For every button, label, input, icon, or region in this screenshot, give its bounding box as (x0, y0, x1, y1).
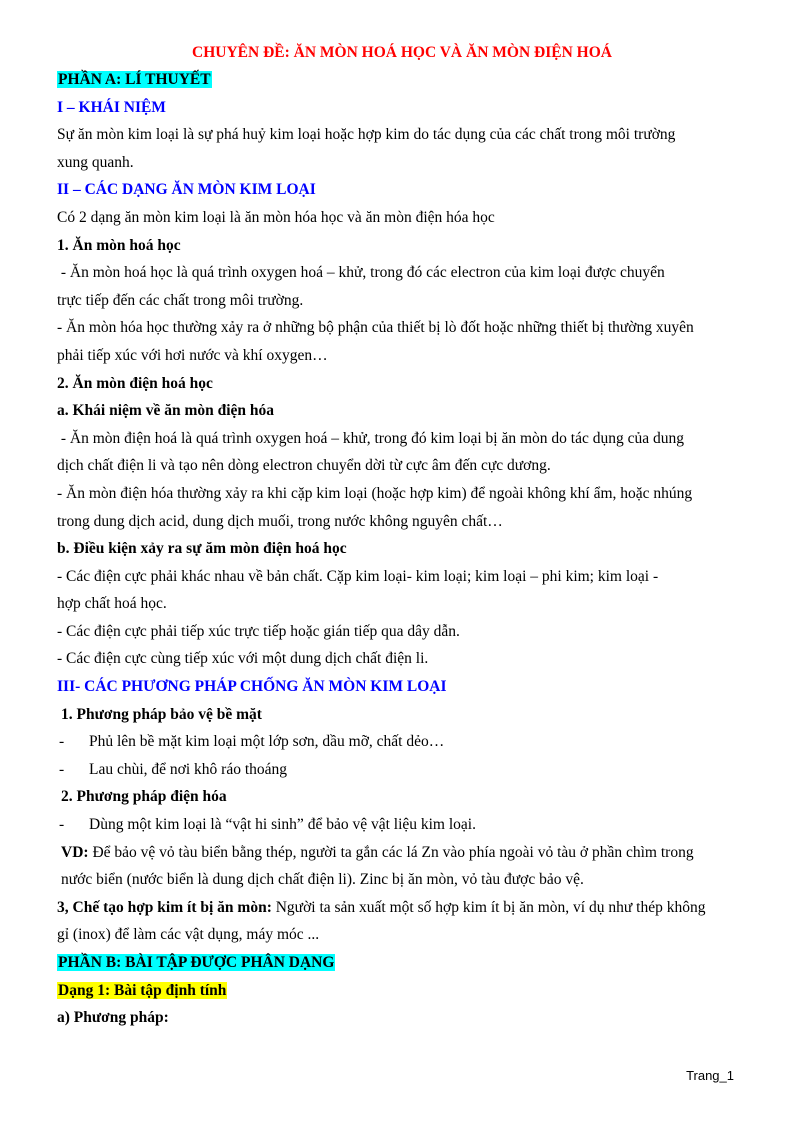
section-3-heading: III- CÁC PHƯƠNG PHÁP CHỐNG ĂN MÒN KIM LOẠI (57, 678, 447, 696)
subheading: a. Khái niệm về ăn mòn điện hóa (57, 402, 275, 420)
example-text: Để bảo vệ vỏ tàu biển bằng thép, người ta gắn các lá Zn vào phía ngoài vỏ tàu ở phần chìm trong (88, 843, 694, 861)
alloy-text: Người ta sản xuất một số hợp kim ít bị ăn mòn, ví dụ như thép không (271, 898, 706, 916)
paragraph: phải tiếp xúc với hơi nước và khí oxygen… (57, 346, 328, 364)
alloy-label: 3, Chế tạo hợp kim ít bị ăn mòn: (57, 898, 272, 916)
part-a-heading: PHẦN A: LÍ THUYẾT (58, 71, 211, 88)
subheading: 1. Phương pháp bảo vệ bề mặt (61, 705, 262, 723)
subheading: b. Điều kiện xảy ra sự ăm mòn điện hoá học (57, 540, 347, 558)
paragraph: hợp chất hoá học. (57, 595, 167, 613)
page-number: Trang_1 (686, 1068, 734, 1083)
list-item-text: Lau chùi, để nơi khô ráo thoáng (89, 760, 288, 778)
paragraph: - Ăn mòn điện hoá là quá trình oxygen hoá – khử, trong đó kim loại bị ăn mòn do tác dụng của dung (57, 429, 684, 447)
list-dash: - (59, 760, 65, 778)
list-item (57, 811, 747, 839)
list-item (57, 756, 747, 784)
document-page (57, 40, 747, 1032)
paragraph: gỉ (inox) để làm các vật dụng, máy móc ... (57, 926, 320, 944)
list-item (57, 728, 747, 756)
paragraph: - Các điện cực cùng tiếp xúc với một dung dịch chất điện li. (57, 650, 429, 668)
subheading: 2. Ăn mòn điện hoá học (57, 374, 213, 392)
subheading: 2. Phương pháp điện hóa (61, 788, 227, 806)
paragraph: - Các điện cực phải tiếp xúc trực tiếp hoặc gián tiếp qua dây dẫn. (57, 622, 460, 640)
method-heading: a) Phương pháp: (57, 1009, 169, 1027)
paragraph: trực tiếp đến các chất trong môi trường. (57, 291, 304, 309)
list-dash: - (59, 816, 65, 834)
paragraph: - Ăn mòn điện hóa thường xảy ra khi cặp kim loại (hoặc hợp kim) để ngoài không khí ẩm, hoặc nhúng (57, 484, 693, 502)
part-b-heading: PHẦN B: BÀI TẬP ĐƯỢC PHÂN DẠNG (58, 954, 335, 971)
paragraph: xung quanh. (57, 153, 134, 171)
paragraph: - Ăn mòn hóa học thường xảy ra ở những bộ phận của thiết bị lò đốt hoặc những thiết bị thường xuyên (57, 319, 694, 337)
alloy-paragraph (57, 894, 747, 922)
type-1-heading: Dạng 1: Bài tập định tính (58, 981, 227, 999)
section-1-heading: I – KHÁI NIỆM (57, 98, 166, 116)
list-item-text: Dùng một kim loại là “vật hi sinh” để bảo vệ vật liệu kim loại. (89, 816, 476, 834)
document-title: CHUYÊN ĐỀ: ĂN MÒN HOÁ HỌC VÀ ĂN MÒN ĐIỆN HOÁ (192, 44, 612, 61)
subheading: 1. Ăn mòn hoá học (57, 236, 181, 254)
paragraph: Có 2 dạng ăn mòn kim loại là ăn mòn hóa học và ăn mòn điện hóa học (57, 208, 495, 226)
paragraph: nước biển (nước biển là dung dịch chất điện li). Zinc bị ăn mòn, vỏ tàu được bảo vệ. (61, 871, 584, 889)
section-2-heading: II – CÁC DẠNG ĂN MÒN KIM LOẠI (57, 181, 316, 199)
paragraph: dịch chất điện li và tạo nên dòng electron chuyển dời từ cực âm đến cực dương. (57, 457, 551, 475)
list-item-text: Phủ lên bề mặt kim loại một lớp sơn, dầu mỡ, chất dẻo… (89, 733, 445, 751)
paragraph: - Ăn mòn hoá học là quá trình oxygen hoá – khử, trong đó các electron của kim loại được chuyển (57, 264, 665, 282)
paragraph: - Các điện cực phải khác nhau về bản chất. Cặp kim loại- kim loại; kim loại – phi kim; kim loại - (57, 567, 659, 585)
example-label: VD: (61, 843, 89, 861)
example-paragraph (57, 839, 747, 867)
list-dash: - (59, 733, 65, 751)
paragraph: Sự ăn mòn kim loại là sự phá huỷ kim loại hoặc hợp kim do tác dụng của các chất trong môi trường (57, 126, 676, 144)
paragraph: trong dung dịch acid, dung dịch muối, trong nước không nguyên chất… (57, 512, 503, 530)
